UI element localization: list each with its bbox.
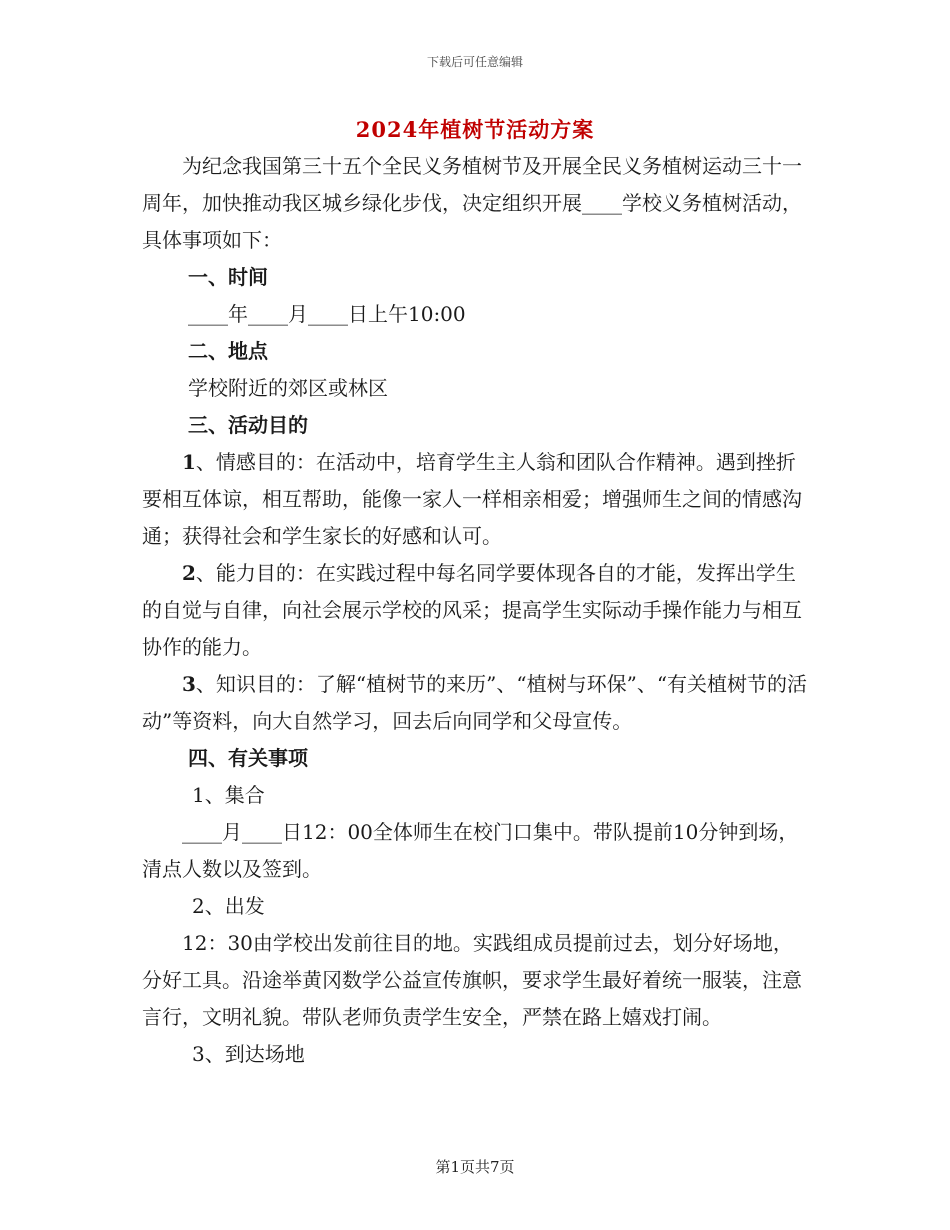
item-3-title: 3、到达场地 <box>192 1042 305 1066</box>
document-title: 2024年植树节活动方案 <box>355 117 595 142</box>
intro-paragraph: 为纪念我国第三十五个全民义务植树节及开展全民义务植树运动三十一周年，加快推动我区城乡绿化步伐，决定组织开展____学校义务植树活动，具体事项如下： <box>142 154 802 252</box>
time-value: ____年____月____日上午10:00 <box>188 302 466 326</box>
section-heading-time: 一、时间 <box>188 265 268 289</box>
goal-3-text: 、知识目的：了解“植树节的来历”、“植树与环保”、“有关植树节的活动”等资料，向大自然学习，回去后向同学和父母宣传。 <box>142 672 808 733</box>
header-note: 下载后可任意编辑 <box>426 55 523 69</box>
goal-1-number: 1 <box>182 450 196 474</box>
goal-2-text: 、能力目的：在实践过程中每名同学要体现各自的才能，发挥出学生的自觉与自律，向社会展示学校的风采；提高学生实际动手操作能力与相互协作的能力。 <box>142 561 802 659</box>
goal-3-number: 3 <box>182 672 196 696</box>
goal-paragraph-3 <box>142 666 812 740</box>
item-1-text: ____月____日12：00全体师生在校门口集中。带队提前10分钟到场，清点人数以及签到。 <box>142 820 799 881</box>
goal-2-number: 2 <box>182 561 196 585</box>
document-body <box>142 148 812 1073</box>
goal-1-text: 、情感目的：在活动中，培育学生主人翁和团队合作精神。遇到挫折要相互体谅，相互帮助，能像一家人一样相亲相爱；增强师生之间的情感沟通；获得社会和学生家长的好感和认可。 <box>142 450 802 548</box>
section-heading-goals: 三、活动目的 <box>188 413 308 437</box>
item-1-title: 1、集合 <box>192 783 265 807</box>
section-heading-place: 二、地点 <box>188 339 268 363</box>
goal-paragraph-2 <box>142 555 812 666</box>
item-2-text: 12：30由学校出发前往目的地。实践组成员提前过去，划分好场地，分好工具。沿途举黄冈数学公益宣传旗帜，要求学生最好着统一服装，注意言行，文明礼貌。带队老师负责学生安全，严禁在路上嬉戏打闹。 <box>142 931 802 1029</box>
page-footer: 第1页共7页 <box>435 1158 515 1176</box>
place-value: 学校附近的郊区或林区 <box>188 376 388 400</box>
item-2-title: 2、出发 <box>192 894 265 918</box>
section-heading-matters: 四、有关事项 <box>188 746 308 770</box>
goal-paragraph-1 <box>142 444 812 555</box>
